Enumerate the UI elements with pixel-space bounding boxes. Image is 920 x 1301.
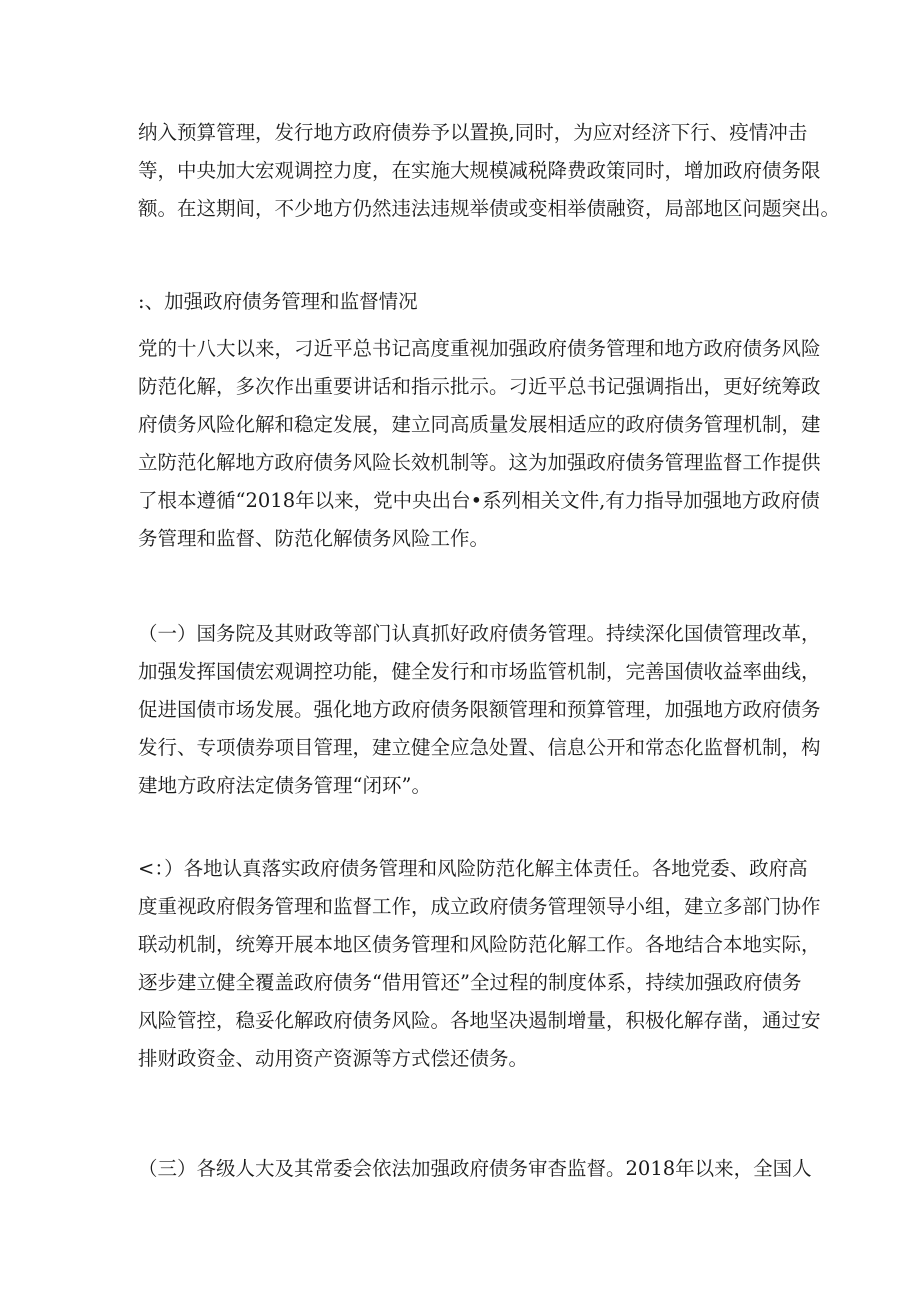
text-line: :、加强政府债务管理和监督情况 xyxy=(138,290,418,313)
text-line: 发行、专项债券项目管理，建立健全应急处置、信息公开和常态化监督机制，构 xyxy=(138,736,821,759)
text-line: 纳入预算管理，发行地方政府债券予以置换,同时，为应对经济下行、疫情冲击 xyxy=(138,121,808,144)
paragraph-peoples-congress xyxy=(138,1150,812,1188)
text-line: 度重视政府假务管理和监督工作，成立政府债务管理领导小组，建立多部门协作 xyxy=(138,895,821,918)
text-line: 逐步建立健全覆盖政府债务“借用管还”全过程的制度体系，持续加强政府债务 xyxy=(138,971,802,994)
text-line: 务管理和监督、防范化解债务风险工作。 xyxy=(138,527,490,550)
text-line: 建地方政府法定债务管理“闭环”。 xyxy=(138,774,431,797)
text-line: （一）国务院及其财政等部门认真抓好政府债务管理。持续深化国债管理改革， xyxy=(138,622,821,645)
text-line: 风险管控，稳妥化解政府债务风险。各地坚决遏制增量，积极化解存凿，通过安 xyxy=(138,1009,821,1032)
text-line: （三）各级人大及其常委会依法加强政府债务审杳监督。2018年以来，全国人 xyxy=(138,1157,812,1180)
text-line: 立防范化解地方政府债务风险长效机制等。这为加强政府债务管理监督工作提供 xyxy=(138,451,821,474)
paragraph-local-governments xyxy=(138,850,821,1078)
paragraph-state-council xyxy=(138,615,821,805)
text-line: 额。在这期间，不少地方仍然违法违规举债或变相举债融资，局部地区问题突出。 xyxy=(138,197,841,220)
text-line: 加强发挥国债宏观调控功能，健全发行和市场监管机制，完善国债收益率曲线， xyxy=(138,660,821,683)
paragraph-budget-management xyxy=(138,114,841,228)
text-line: 等，中央加大宏观调控力度，在实施大规模减税降费政策同时，增加政府债务限 xyxy=(138,159,821,182)
text-line: 了根本遵循“2018年以来，党中央出台•系列相关文件,有力指导加强地方政府债 xyxy=(138,489,820,512)
text-line: 防范化解，多次作出重要讲话和指示批示。刁近平总书记强调指出，更好统筹政 xyxy=(138,375,821,398)
text-line: <：）各地认真落实政府债务管理和风险防范化解主体责任。各地党委、政府高 xyxy=(138,857,808,880)
text-line: 联动机制，统筹开展本地区债务管理和风险防范化解工作。各地结合本地实际， xyxy=(138,933,821,956)
section-heading xyxy=(138,283,786,321)
text-line: 排财政资金、动用资产资源等方式偿还债务。 xyxy=(138,1047,529,1070)
text-line: 促进国债市场发展。强化地方政府债务限额管理和预算管理，加强地方政府债务 xyxy=(138,698,821,721)
paragraph-party-congress xyxy=(138,330,821,558)
text-line: 党的十八大以来，刁近平总书记高度重视加强政府债务管理和地方政府债务风险 xyxy=(138,337,821,360)
text-line: 府债务风险化解和稳定发展，建立同高质量发展相适应的政府债务管理机制，建 xyxy=(138,413,821,436)
